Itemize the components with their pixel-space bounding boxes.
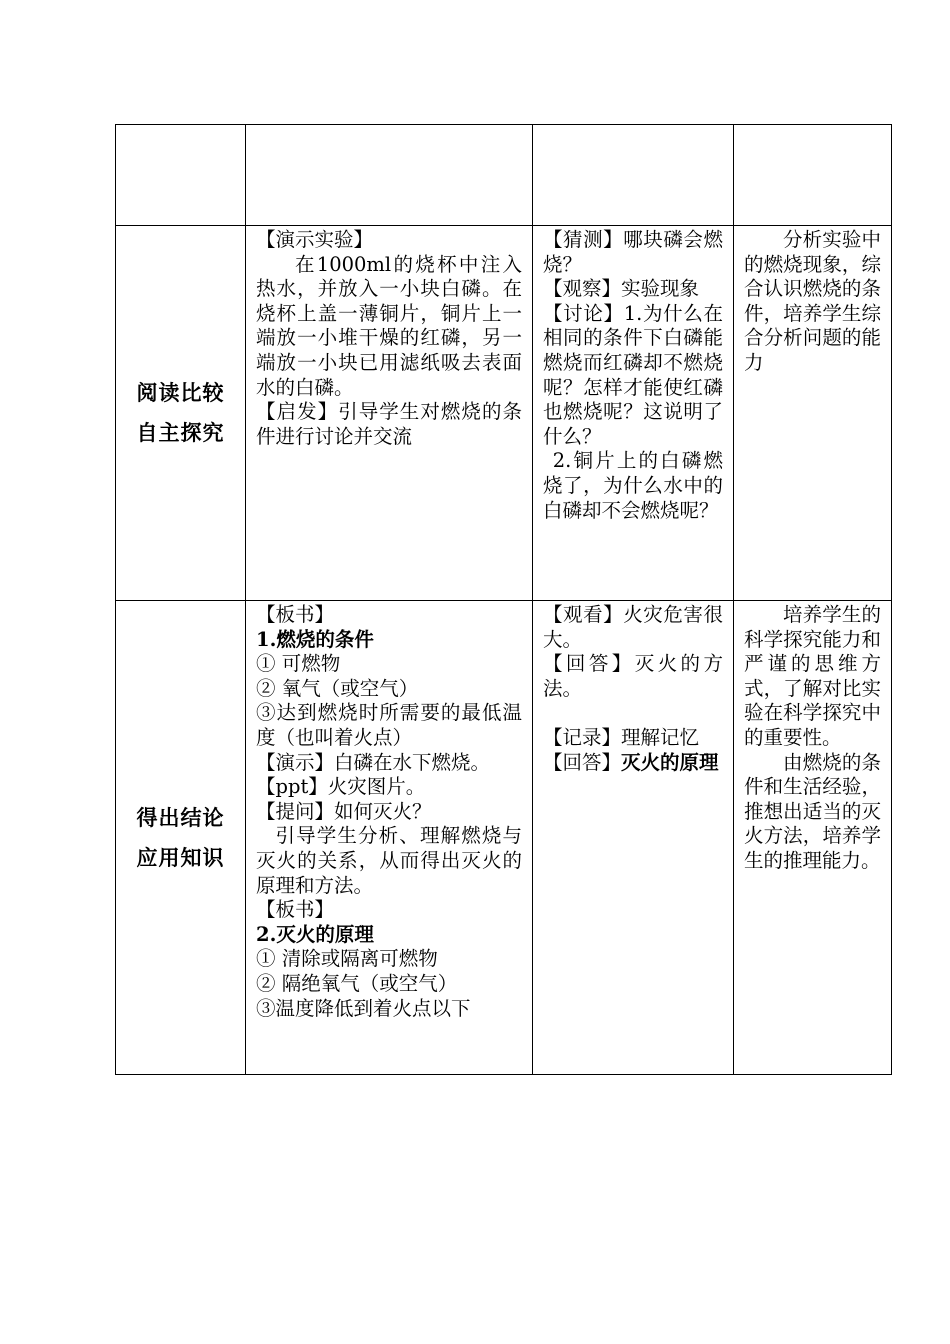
student-text: 【回答】灭火的方法。	[543, 652, 723, 700]
teacher-text: ① 清除或隔离可燃物	[256, 947, 438, 971]
stage-label: 应用知识	[136, 844, 225, 870]
teacher-text: 【ppt】火灾图片。	[256, 775, 426, 799]
stage-label: 自主探究	[136, 420, 225, 445]
student-text: 【讨论】1.为什么在相同的条件下白磷能燃烧而红磷却不燃烧呢？怎样才能使红磷也燃烧呢？这说明了什么？	[543, 301, 723, 448]
teacher-text: 引导学生分析、理解燃烧与灭火的关系，从而得出灭火的原理和方法。	[256, 824, 522, 897]
student-answer	[543, 751, 723, 776]
student-text: 2.铜片上的白磷燃烧了，为什么水中的白磷却不会燃烧呢？	[543, 449, 723, 522]
teacher-heading: 1.燃烧的条件	[256, 627, 374, 651]
design-intent-cell	[734, 601, 892, 1075]
student-text: 【回答】	[543, 750, 622, 774]
table-row-explore	[116, 226, 892, 601]
student-activity-cell	[533, 226, 734, 601]
student-activity-cell	[533, 601, 734, 1075]
teacher-text: ③温度降低到着火点以下	[256, 996, 471, 1020]
stage-cell	[116, 226, 246, 601]
student-text: 【记录】理解记忆	[543, 725, 700, 749]
lesson-plan-table	[115, 124, 892, 1075]
teacher-text: ① 可燃物	[256, 652, 341, 676]
stage-label: 阅读比较	[136, 380, 225, 405]
teacher-activity-cell	[246, 125, 533, 226]
spacer	[543, 701, 723, 726]
teacher-text: ② 隔绝氧气（或空气）	[256, 971, 458, 995]
table-row-empty	[116, 125, 892, 226]
teacher-activity-cell	[246, 226, 533, 601]
teacher-text: ③达到燃烧时所需要的最低温度（也叫着火点）	[256, 701, 522, 749]
teacher-text: 【提问】如何灭火？	[256, 799, 432, 823]
teacher-text: 【演示】白磷在水下燃烧。	[256, 750, 491, 774]
student-activity-cell	[533, 125, 734, 226]
student-bold-text: 灭火的原理	[621, 750, 719, 774]
stage-label: 得出结论	[136, 804, 225, 830]
student-text: 【观看】火灾危害很大。	[543, 603, 723, 651]
design-intent-cell	[734, 226, 892, 601]
student-text: 【观察】实验现象	[543, 277, 700, 301]
teacher-text: 【板书】	[256, 603, 335, 626]
table-row-conclude	[116, 601, 892, 1075]
intent-text: 分析实验中的燃烧现象，综合认识燃烧的条件，培养学生综合分析问题的能力	[744, 228, 881, 374]
student-text: 【猜测】哪块磷会燃烧？	[543, 228, 723, 276]
teacher-text: 在1000ml的烧杯中注入热水，并放入一小块白磷。在烧杯上盖一薄铜片，铜片上一端放一小堆干燥的红磷，另一端放一小块已用滤纸吸去表面水的白磷。	[256, 252, 522, 399]
teacher-text: 【板书】	[256, 898, 335, 922]
stage-cell	[116, 601, 246, 1075]
teacher-text: ② 氧气（或空气）	[256, 676, 419, 700]
intent-text: 培养学生的科学探究能力和严谨的思维方式，了解对比实验在科学探究中的重要性。	[744, 603, 881, 749]
intent-text: 由燃烧的条件和生活经验，推想出适当的灭火方法，培养学生的推理能力。	[744, 750, 881, 872]
design-intent-cell	[734, 125, 892, 226]
teacher-text: 【启发】引导学生对燃烧的条件进行讨论并交流	[256, 400, 522, 448]
stage-cell	[116, 125, 246, 226]
teacher-text: 【演示实验】	[256, 228, 374, 251]
teacher-activity-cell	[246, 601, 533, 1075]
teacher-heading: 2.灭火的原理	[256, 922, 374, 946]
